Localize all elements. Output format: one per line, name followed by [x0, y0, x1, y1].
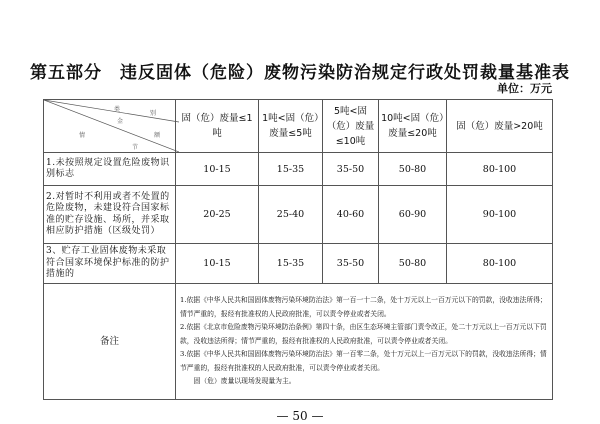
cell: 20-25: [176, 186, 259, 244]
diag-label: 情: [79, 132, 86, 139]
penalty-table: [43, 99, 553, 400]
diag-label: 节: [132, 144, 139, 151]
cell: 80-100: [447, 153, 553, 186]
diag-label: 类: [114, 106, 121, 113]
unit-label: 单位：万元: [497, 82, 552, 95]
column-header: 固（危）废量>20吨: [447, 100, 553, 153]
row-description: 1.未按照规定设置危险废物识别标志: [44, 153, 176, 186]
row-description: 2.对暂时不利用或者不处置的危险废物，未建设符合国家标准的贮存设施、场所，并采取相应防护措施（区级处罚）: [44, 186, 176, 244]
table-row: [44, 153, 553, 186]
cell: 60-90: [379, 186, 447, 244]
remarks-content: [176, 284, 553, 400]
cell: 35-50: [323, 244, 379, 284]
diag-label: 金: [117, 118, 124, 125]
cell: 40-60: [323, 186, 379, 244]
page-title: 第五部分 违反固体（危险）废物污染防治规定行政处罚裁量基准表: [30, 63, 570, 83]
column-header: 10吨<固（危）废量≤20吨: [379, 100, 447, 153]
cell: 90-100: [447, 186, 553, 244]
row-description: 3、贮存工业固体废物未采取符合国家环境保护标准的防护措施的: [44, 244, 176, 284]
table-row: [44, 186, 553, 244]
table-row: [44, 244, 553, 284]
remark-line: 1.依据《中华人民共和国固体废物污染环境防治法》第一百一十二条，处十万元以上一百万元以下的罚款，没收违法所得；情节严重的，报经有批准权的人民政府批准，可以责令停业或者关闭。: [180, 296, 547, 318]
cell: 10-15: [176, 153, 259, 186]
cell: 15-35: [259, 153, 323, 186]
remark-line: 2.依据《北京市危险废物污染环境防治条例》第四十条，由区生态环境主管部门责令改正，处二十万元以上一百万元以下罚款，没收违法所得；情节严重的，报经有批准权的人民政府批准，可以责令停业或者关闭。: [180, 323, 547, 345]
diag-label: 额: [154, 132, 161, 139]
cell: 10-15: [176, 244, 259, 284]
column-header: 固（危）废量≤1吨: [176, 100, 259, 153]
cell: 80-100: [447, 244, 553, 284]
cell: 50-80: [379, 244, 447, 284]
cell: 35-50: [323, 153, 379, 186]
header-row: [44, 100, 553, 153]
remarks-label: 备注: [44, 284, 176, 400]
cell: 25-40: [259, 186, 323, 244]
diagonal-header: [44, 100, 176, 153]
cell: 50-80: [379, 153, 447, 186]
diagonal-lines: [44, 100, 179, 152]
cell: 15-35: [259, 244, 323, 284]
column-header: 5吨<固（危）废量≤10吨: [323, 100, 379, 153]
remark-line: 固（危）废量以现场发现量为主。: [180, 377, 296, 386]
remarks-row: [44, 284, 553, 400]
column-header: 1吨<固（危）废量≤5吨: [259, 100, 323, 153]
remark-line: 3.依据《中华人民共和国固体废物污染环境防治法》第一百零二条，处十万元以上一百万元以下的罚款，没收违法所得；情节严重的，报经有批准权的人民政府批准，可以责令停业或者关闭。: [180, 350, 547, 372]
page-number: — 50 —: [276, 409, 324, 423]
diag-label: 别: [150, 110, 157, 117]
